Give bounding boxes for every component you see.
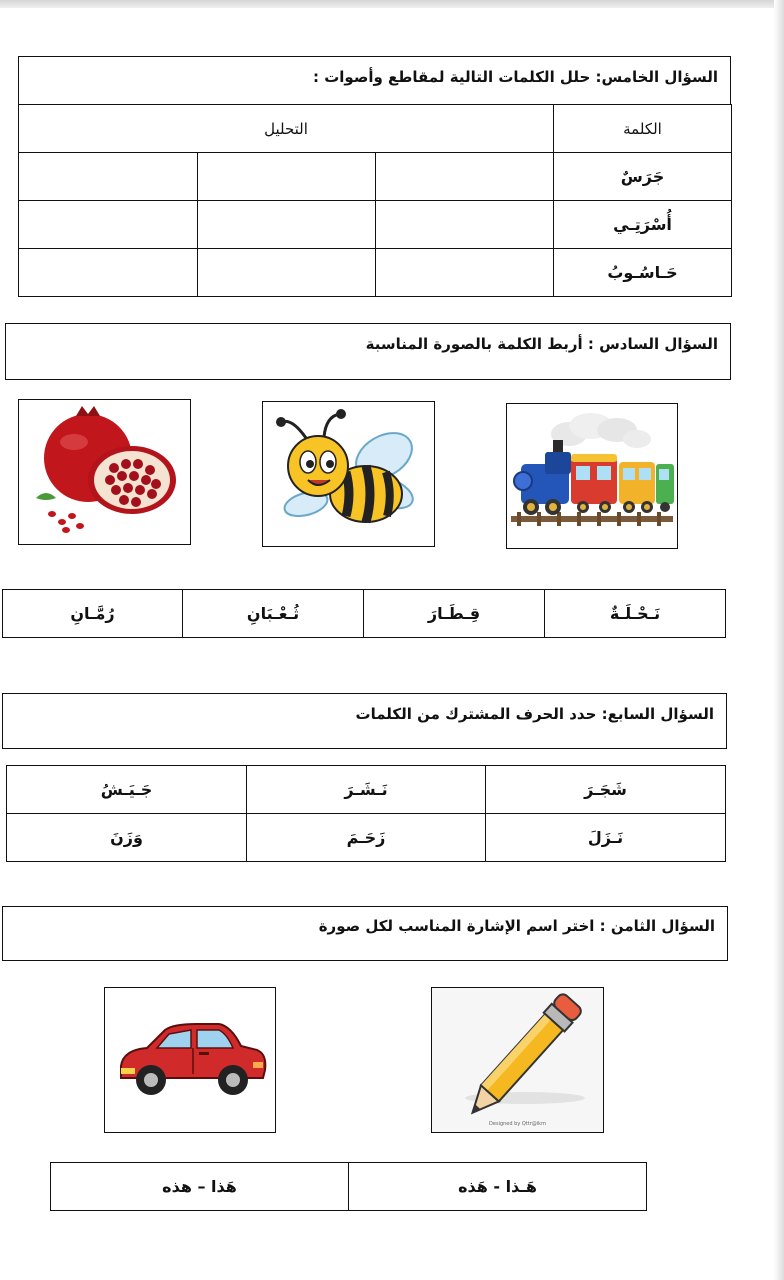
- q6-word-train[interactable]: قِـطَـارَ: [364, 590, 545, 638]
- q8-choice-pencil[interactable]: هَـذا - هَذه: [349, 1163, 647, 1211]
- q8-title-box: [2, 906, 728, 961]
- q5-word-3: حَـاسُـوبُ: [554, 249, 732, 297]
- q5-word-1: جَرَسٌ: [554, 153, 732, 201]
- q5-answer-cell[interactable]: [376, 249, 554, 297]
- q6-title: السؤال السادس : أربط الكلمة بالصورة المناسبة: [365, 335, 718, 353]
- q5-word-2: أُسْرَتِـي: [554, 201, 732, 249]
- bee-icon: [266, 404, 432, 544]
- q7-word: نَـشَـرَ: [247, 766, 486, 814]
- q5-title: السؤال الخامس: حلل الكلمات التالية لمقاطع وأصوات :: [312, 68, 718, 86]
- car-picture[interactable]: [104, 987, 276, 1133]
- q5-table: [18, 104, 732, 297]
- q5-answer-cell[interactable]: [19, 153, 198, 201]
- q5-answer-cell[interactable]: [19, 201, 198, 249]
- car-icon: [107, 990, 273, 1130]
- q8-choice-car[interactable]: هَذا – هذه: [51, 1163, 349, 1211]
- pencil-picture[interactable]: [431, 987, 604, 1133]
- right-edge-shadow: [774, 0, 784, 1280]
- q7-word: نَـزَلَ: [486, 814, 726, 862]
- q6-word-pomegranate[interactable]: رُمَّـانِ: [3, 590, 183, 638]
- q7-word: وَزَنَ: [7, 814, 247, 862]
- q5-answer-cell[interactable]: [198, 153, 376, 201]
- q8-title: السؤال الثامن : اختر اسم الإشارة المناسب لكل صورة: [318, 917, 715, 935]
- q5-title-box: [18, 56, 731, 105]
- top-edge-shadow: [0, 0, 784, 8]
- q7-word: شَجَـرَ: [486, 766, 726, 814]
- pomegranate-icon: [22, 402, 188, 542]
- train-picture[interactable]: [506, 403, 678, 549]
- q5-header-word: الكلمة: [554, 105, 732, 153]
- q5-answer-cell[interactable]: [376, 153, 554, 201]
- q5-header-analysis: التحليل: [19, 105, 554, 153]
- q6-word-snake[interactable]: ثُـعْـبَانِ: [183, 590, 364, 638]
- q7-title: السؤال السابع: حدد الحرف المشترك من الكلمات: [355, 705, 714, 723]
- pencil-caption: Designed by Qttr@ikm: [489, 1121, 546, 1127]
- q7-word: زَحَـمَ: [247, 814, 486, 862]
- q6-word-table: [2, 589, 726, 638]
- q6-word-bee[interactable]: نَـحْـلَـةٌ: [545, 590, 726, 638]
- q6-title-box: [5, 323, 731, 380]
- pencil-icon: [435, 990, 601, 1130]
- q5-answer-cell[interactable]: [376, 201, 554, 249]
- bee-picture[interactable]: [262, 401, 435, 547]
- q7-title-box: [2, 693, 727, 749]
- train-icon: [509, 406, 675, 546]
- q5-answer-cell[interactable]: [19, 249, 198, 297]
- q7-word: جَـيَـشُ: [7, 766, 247, 814]
- pomegranate-picture[interactable]: [18, 399, 191, 545]
- q8-choice-table: [50, 1162, 647, 1211]
- q5-answer-cell[interactable]: [198, 201, 376, 249]
- q5-answer-cell[interactable]: [198, 249, 376, 297]
- q7-table: [6, 765, 726, 862]
